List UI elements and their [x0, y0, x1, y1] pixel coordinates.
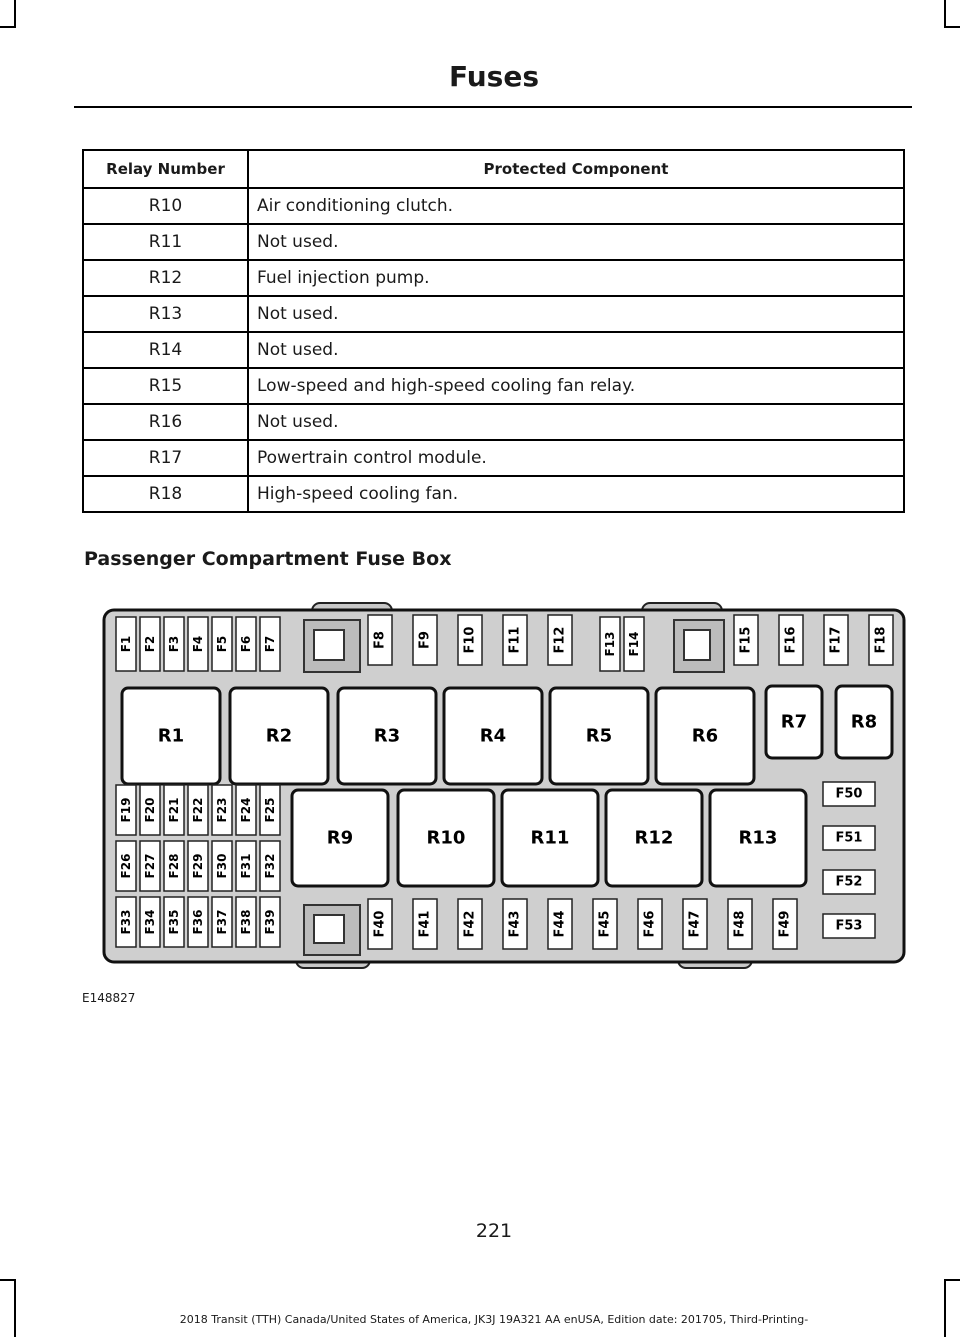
relay-label: R7: [780, 711, 808, 733]
fuse-label: F6: [239, 635, 253, 653]
fuse-label: F33: [119, 909, 133, 935]
table-row: [83, 476, 904, 512]
fuse-label: F8: [372, 631, 388, 649]
relay-label: R3: [373, 725, 401, 747]
connector-socket: [684, 630, 710, 660]
relay-number-cell: R17: [83, 440, 248, 476]
protected-component-cell: Not used.: [248, 404, 904, 440]
fuse-label: F28: [167, 853, 181, 879]
fuse-label: F26: [119, 853, 133, 879]
table-row: [83, 260, 904, 296]
protected-component-cell: Fuel injection pump.: [248, 260, 904, 296]
protected-component-cell: Not used.: [248, 224, 904, 260]
connector-socket: [314, 915, 344, 943]
crop-mark: [944, 26, 960, 28]
page-title: Fuses: [449, 60, 539, 93]
relay-number-cell: R13: [83, 296, 248, 332]
fuse-label: F53: [835, 918, 863, 934]
column-header-protected-component: Protected Component: [248, 150, 904, 188]
fuse-label: F35: [167, 909, 181, 935]
fuse-label: F38: [239, 909, 253, 935]
relay-label: R8: [850, 711, 878, 733]
fuse-label: F32: [263, 853, 277, 879]
fuse-label: F2: [143, 635, 157, 653]
relay-number-cell: R10: [83, 188, 248, 224]
connector-socket: [314, 630, 344, 660]
fuse-label: F39: [263, 909, 277, 935]
fuse-label: F23: [215, 797, 229, 823]
relay-label: R1: [157, 725, 185, 747]
section-heading: Passenger Compartment Fuse Box: [84, 548, 452, 570]
protected-component-cell: Air conditioning clutch.: [248, 188, 904, 224]
fuse-label: F45: [597, 910, 613, 938]
relay-label: R6: [691, 725, 719, 747]
fuse-label: F13: [603, 631, 617, 657]
fuse-label: F44: [552, 910, 568, 938]
relay-label: R13: [738, 827, 778, 849]
fuse-label: F4: [191, 635, 205, 653]
column-header-relay-number: Relay Number: [83, 150, 248, 188]
fuse-label: F21: [167, 797, 181, 823]
relay-number-cell: R12: [83, 260, 248, 296]
protected-component-cell: Low-speed and high-speed cooling fan relay.: [248, 368, 904, 404]
fuse-label: F36: [191, 909, 205, 935]
fuse-label: F20: [143, 797, 157, 823]
fuse-label: F15: [738, 626, 754, 654]
fuse-label: F30: [215, 853, 229, 879]
table-row: [83, 332, 904, 368]
header-divider: [74, 106, 912, 108]
fuse-box-diagram: [94, 600, 910, 972]
relay-label: R9: [326, 827, 354, 849]
fuse-label: F52: [835, 874, 863, 890]
fuse-label: F42: [462, 910, 478, 938]
table-row: [83, 224, 904, 260]
fuse-label: F40: [372, 910, 388, 938]
relay-label: R10: [426, 827, 466, 849]
fuse-label: F22: [191, 797, 205, 823]
fuse-label: F34: [143, 909, 157, 935]
fuse-label: F24: [239, 797, 253, 823]
fuse-label: F12: [552, 626, 568, 654]
table-row: [83, 404, 904, 440]
fuse-label: F10: [462, 626, 478, 654]
table-row: [83, 188, 904, 224]
fuse-label: F11: [507, 626, 523, 654]
fuse-label: F27: [143, 853, 157, 879]
fuse-label: F1: [119, 635, 133, 653]
relay-label: R4: [479, 725, 507, 747]
fuse-label: F29: [191, 853, 205, 879]
table-header-row: [83, 150, 904, 188]
protected-component-cell: Not used.: [248, 296, 904, 332]
fuse-label: F46: [642, 910, 658, 938]
fuse-label: F41: [417, 910, 433, 938]
fuse-label: F43: [507, 910, 523, 938]
footer-text: 2018 Transit (TTH) Canada/United States of America, JK3J 19A321 AA enUSA, Edition date: 201705, Third-Printing-: [179, 1313, 809, 1326]
relay-label: R12: [634, 827, 674, 849]
fuse-label: F31: [239, 853, 253, 879]
protected-component-cell: High-speed cooling fan.: [248, 476, 904, 512]
protected-component-cell: Powertrain control module.: [248, 440, 904, 476]
relay-table: [82, 149, 905, 513]
protected-component-cell: Not used.: [248, 332, 904, 368]
fuse-label: F48: [732, 910, 748, 938]
page-number: 221: [475, 1220, 513, 1242]
crop-mark: [14, 1279, 16, 1337]
table-row: [83, 440, 904, 476]
crop-mark: [14, 0, 16, 28]
relay-number-cell: R11: [83, 224, 248, 260]
relay-label: R2: [265, 725, 293, 747]
relay-number-cell: R14: [83, 332, 248, 368]
fuse-label: F50: [835, 786, 863, 802]
fuse-label: F3: [167, 635, 181, 653]
fuse-label: F18: [873, 626, 889, 654]
table-row: [83, 368, 904, 404]
crop-mark: [944, 1279, 960, 1281]
crop-mark: [944, 0, 946, 28]
table-row: [83, 296, 904, 332]
fuse-label: F5: [215, 635, 229, 653]
fuse-label: F19: [119, 797, 133, 823]
figure-code: E148827: [82, 991, 136, 1005]
relay-number-cell: R15: [83, 368, 248, 404]
fuse-label: F9: [417, 631, 433, 649]
crop-mark: [944, 1279, 946, 1337]
fuse-label: F37: [215, 909, 229, 935]
fuse-label: F51: [835, 830, 863, 846]
fuse-label: F47: [687, 910, 703, 938]
fuse-label: F16: [783, 626, 799, 654]
fuse-label: F17: [828, 626, 844, 654]
relay-label: R11: [530, 827, 570, 849]
fuse-label: F25: [263, 797, 277, 823]
relay-number-cell: R18: [83, 476, 248, 512]
relay-number-cell: R16: [83, 404, 248, 440]
fuse-label: F49: [777, 910, 793, 938]
relay-label: R5: [585, 725, 613, 747]
fuse-label: F14: [627, 631, 641, 657]
fuse-label: F7: [263, 635, 277, 653]
